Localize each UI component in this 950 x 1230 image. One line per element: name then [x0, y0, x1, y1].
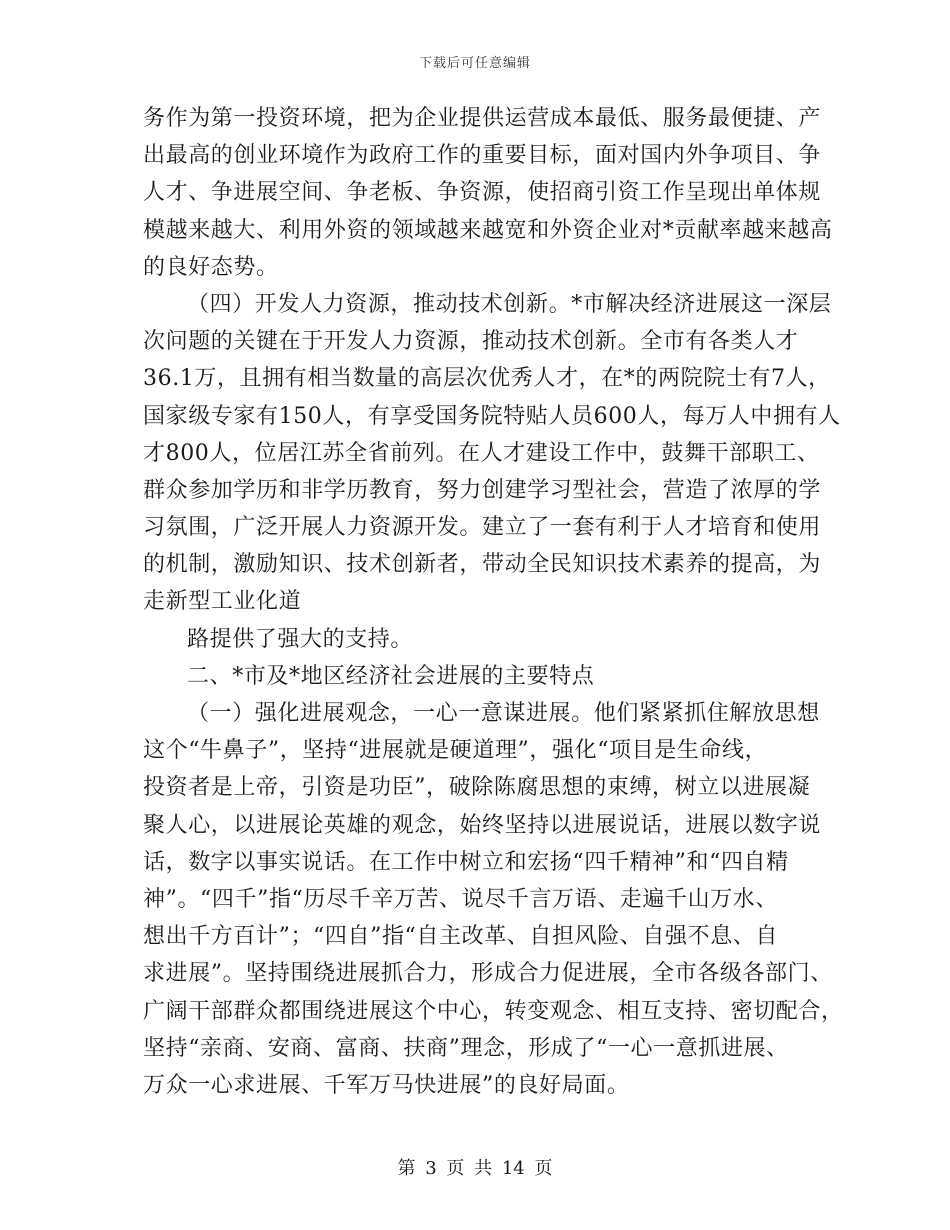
text-line: 广阔干部群众都围绕进展这个中心，转变观念、相互支持、密切配合， [143, 998, 844, 1024]
text-line: 求进展”。坚持围绕进展抓合力，形成合力促进展，全市各级各部门、 [143, 961, 833, 987]
text-line: 的良好态势。 [143, 254, 279, 280]
page-header: 下载后可任意编辑 [418, 56, 531, 71]
text-line: 的机制，激励知识、技术创新者，带动全民知识技术素养的提高，为 [143, 552, 822, 578]
text-line: 才800人，位居江苏全省前列。在人才建设工作中，鼓舞干部职工、 [143, 440, 820, 466]
text-line: 习氛围，广泛开展人力资源开发。建立了一套有利于人才培育和使用 [143, 515, 822, 541]
text-line: 路提供了强大的支持。 [187, 626, 414, 652]
text-line: 这个“牛鼻子”，坚持“进展就是硬道理”，强化“项目是生命线， [143, 738, 768, 764]
text-line: 出最高的创业环境作为政府工作的重要目标，面对国内外争项目、争 [143, 143, 822, 169]
text-line: 神”。“四千”指“历尽千辛万苦、说尽千言万语、走遍千山万水、 [143, 886, 778, 912]
text-line: 走新型工业化道 [143, 589, 302, 615]
text-line: 次问题的关键在于开发人力资源，推动技术创新。全市有各类人才 [143, 329, 799, 355]
text-line: 群众参加学历和非学历教育，努力创建学习型社会，营造了浓厚的学 [143, 477, 822, 503]
text-line: 二、*市及*地区经济社会进展的主要特点 [187, 663, 595, 689]
text-line: 想出千方百计”；“四自”指“自主改革、自担风险、自强不息、自 [143, 924, 778, 950]
text-line: （一）强化进展观念，一心一意谋进展。他们紧紧抓住解放思想 [187, 701, 820, 726]
text-line: 话，数字以事实说话。在工作中树立和宏扬“四千精神”和“四自精 [143, 849, 789, 875]
text-line: 务作为第一投资环境，把为企业提供运营成本最低、服务最便捷、产 [143, 106, 822, 131]
document-body [143, 100, 844, 1104]
text-line: 聚人心，以进展论英雄的观念，始终坚持以进展说话，进展以数字说 [143, 812, 822, 838]
text-line: （四）开发人力资源，推动技术创新。*市解决经济进展这一深层 [187, 291, 832, 317]
text-line: 国家级专家有150人，有享受国务院特贴人员600人，每万人中拥有人 [143, 403, 841, 429]
text-line: 人才、争进展空间、争老板、争资源，使招商引资工作呈现出单体规 [143, 180, 822, 206]
text-line: 36.1万，且拥有相当数量的高层次优秀人才，在*的两院院士有7人， [143, 366, 831, 392]
text-line: 模越来越大、利用外资的领域越来越宽和外资企业对*贡献率越来越高 [143, 217, 833, 243]
page-number-footer: 第 3 页 共 14 页 [397, 1158, 553, 1179]
text-line: 投资者是上帝，引资是功臣”，破除陈腐思想的束缚，树立以进展凝 [143, 775, 811, 801]
text-line: 万众一心求进展、千军万马快进展”的良好局面。 [143, 1072, 630, 1098]
text-line: 坚持“亲商、安商、富商、扶商”理念，形成了“一心一意抓进展、 [143, 1035, 789, 1061]
